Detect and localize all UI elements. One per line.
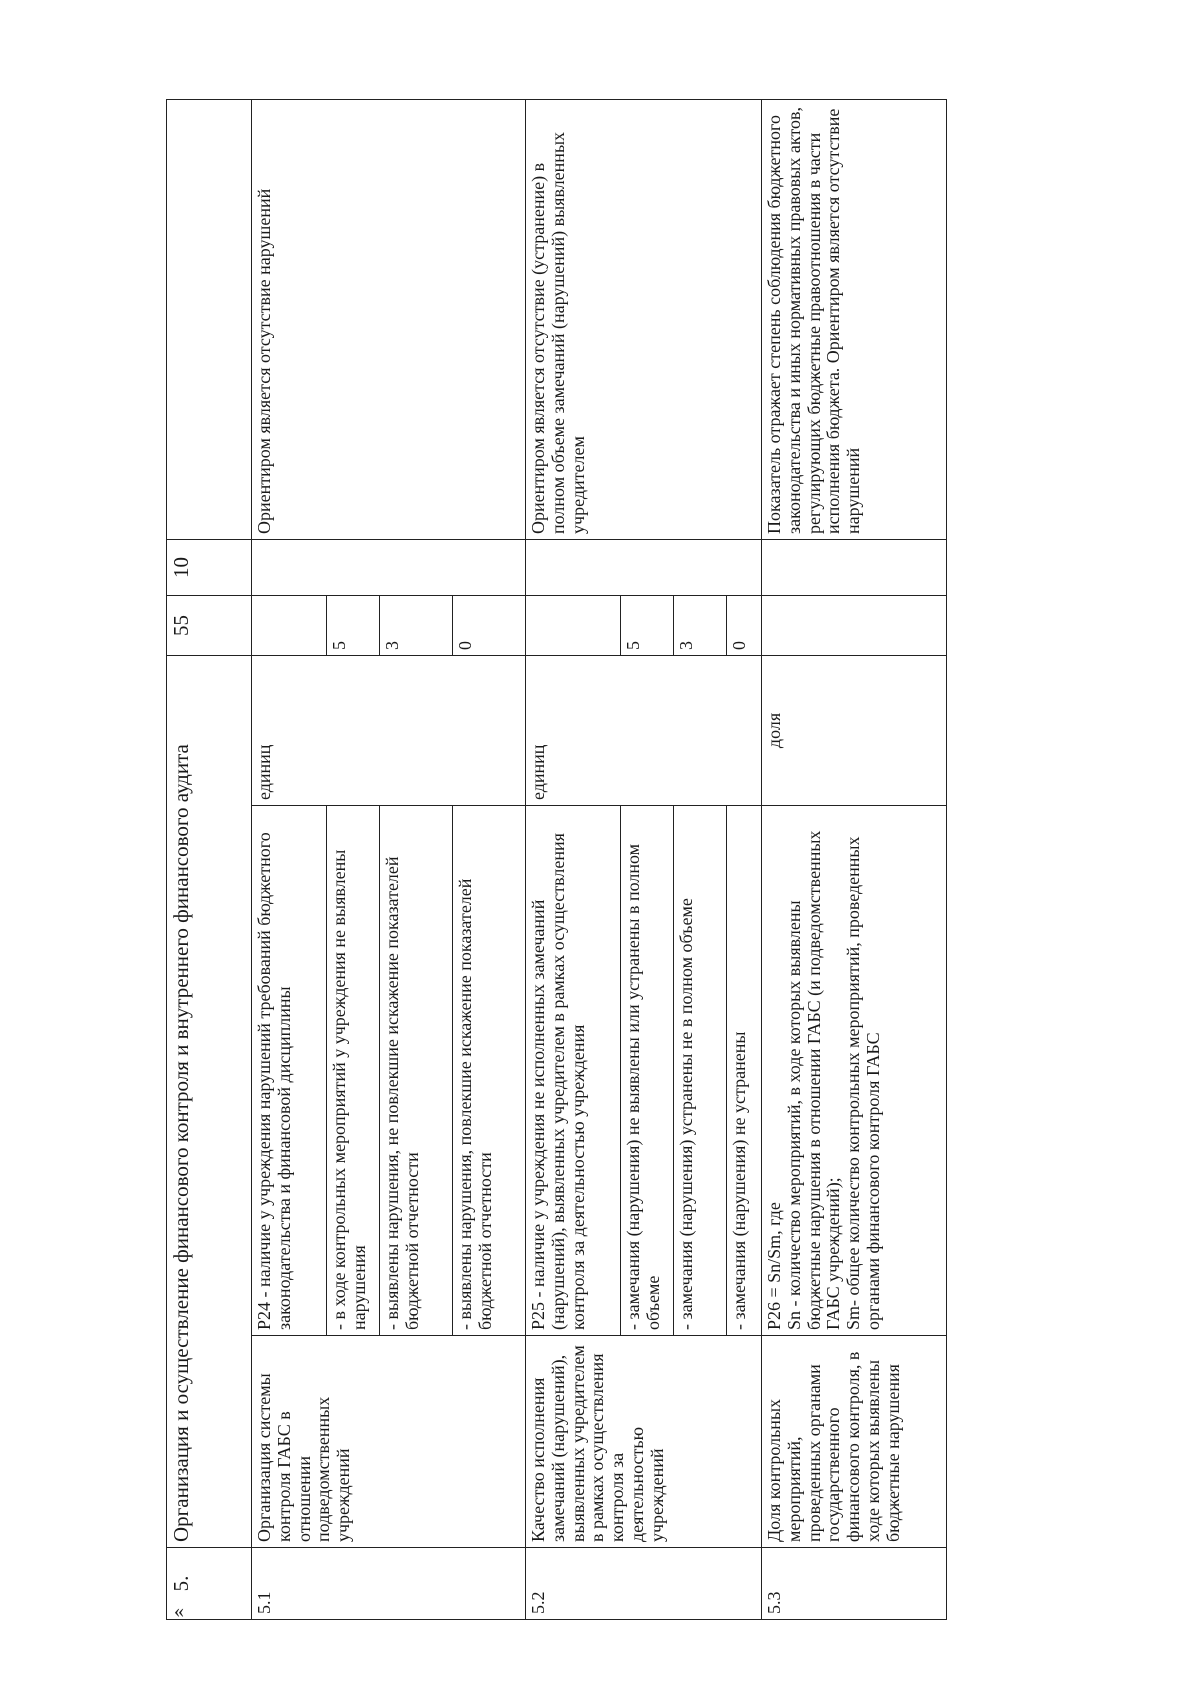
row-formula: P26 = Sn/Sm, где xyxy=(764,1202,784,1330)
section-weight: 10 xyxy=(167,539,252,595)
section-number: 5. xyxy=(167,1548,252,1620)
section-row xyxy=(167,99,252,1619)
section-title: Организация и осуществление финансового контроля и внутреннего финансового аудита xyxy=(167,655,252,1547)
option-label: - выявлены нарушения, не повлекшие искажение показателей бюджетной отчетности xyxy=(380,806,453,1336)
row-note: Показатель отражает степень соблюдения бюджетного законодательства и иных нормативных правовых актов, регулирующих бюджетные правоотношения в части исполнения бюджета. Ориентиром является отсутствие нарушений xyxy=(762,99,947,539)
row-unit: единиц xyxy=(252,655,526,805)
option-score: 5 xyxy=(621,595,674,655)
row-number: 5.2 xyxy=(526,1548,762,1620)
row-note: Ориентиром является отсутствие нарушений xyxy=(252,99,526,539)
option-label: - замечания (нарушения) не устранены xyxy=(727,806,762,1336)
row-score-empty xyxy=(526,595,621,655)
row-name: Организация системы контроля ГАБС в отношении подведомственных учреждений xyxy=(252,1336,526,1548)
table-row xyxy=(252,99,327,1619)
row-indicator: P25 - наличие у учреждения не исполненных замечаний (нарушений), выявленных учредителем в рамках осуществления контроля за деятельностью учреждения xyxy=(526,806,621,1336)
formula-line: Sn - количество мероприятий, в ходе которых выявлены бюджетные нарушения в отношении ГАБС (и подведомственных ГАБС учреждений); xyxy=(783,830,844,1330)
option-score: 3 xyxy=(380,595,453,655)
rotated-table-wrapper xyxy=(166,100,947,1620)
row-name: Качество исполнения замечаний (нарушений), выявленных учредителем в рамках осуществления контроля за деятельностью учреждений xyxy=(526,1336,762,1548)
table-row xyxy=(762,99,947,1619)
row-unit: доля xyxy=(762,655,947,805)
option-score: 0 xyxy=(727,595,762,655)
section-max-score: 55 xyxy=(167,595,252,655)
corner-quote-mark: « xyxy=(174,1600,184,1622)
row-name: Доля контрольных мероприятий, проведенных органами государственного финансового контроля, в ходе которых выявлены бюджетные нарушения xyxy=(762,1336,947,1548)
assessment-table xyxy=(166,99,947,1620)
section-note xyxy=(167,99,252,539)
table-row xyxy=(526,99,621,1619)
option-score: 5 xyxy=(327,595,380,655)
option-label: - замечания (нарушения) устранены не в полном объеме xyxy=(674,806,727,1336)
row-note: Ориентиром является отсутствие (устранение) в полном объеме замечаний (нарушений) выявленных учредителем xyxy=(526,99,762,539)
option-label: - в ходе контрольных мероприятий у учреждения не выявлены нарушения xyxy=(327,806,380,1336)
option-score: 0 xyxy=(453,595,526,655)
row-weight-empty xyxy=(762,539,947,595)
option-label: - замечания (нарушения) не выявлены или устранены в полном объеме xyxy=(621,806,674,1336)
row-unit: единиц xyxy=(526,655,762,805)
row-score-empty xyxy=(252,595,327,655)
formula-line: Sm- общее количество контрольных мероприятий, проведенных органами финансового контроля ГАБС xyxy=(843,836,883,1330)
row-weight-empty xyxy=(252,539,526,595)
row-indicator: P24 - наличие у учреждения нарушений требований бюджетного законодательства и финансовой дисциплины xyxy=(252,806,327,1336)
row-score-empty xyxy=(762,595,947,655)
row-number: 5.3 xyxy=(762,1548,947,1620)
option-score: 3 xyxy=(674,595,727,655)
row-formula-cell xyxy=(762,806,947,1336)
row-number: 5.1 xyxy=(252,1548,526,1620)
row-weight-empty xyxy=(526,539,762,595)
option-label: - выявлены нарушения, повлекшие искажение показателей бюджетной отчетности xyxy=(453,806,526,1336)
